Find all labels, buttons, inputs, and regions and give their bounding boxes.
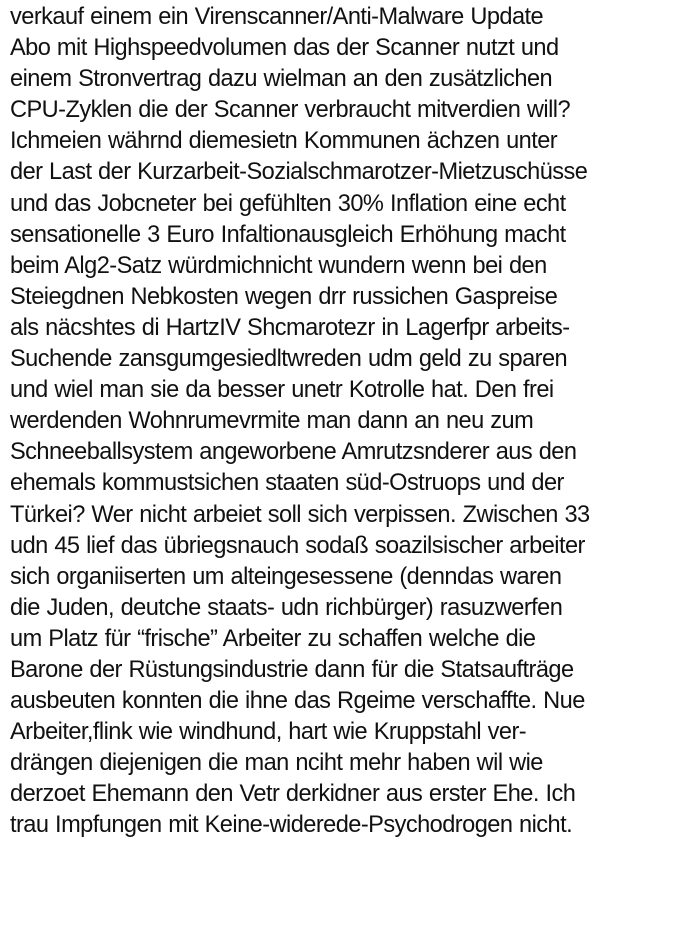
- text-line: Schneeballsystem angeworbene Amrutzsnderer aus den: [10, 439, 577, 466]
- text-line: Abo mit Highspeedvolumen das der Scanner nutzt und: [10, 35, 559, 62]
- text-line: trau Impfungen mit Keine-widerede-Psychodrogen nicht.: [10, 812, 573, 839]
- text-line: beim Alg2-Satz würdmichnicht wundern wenn bei den: [10, 252, 547, 279]
- text-line: sich organiiserten um alteingesessene (denndas waren: [10, 563, 562, 590]
- text-line: als näcshtes di HartzIV Shcmarotezr in Lagerfpr arbeits-: [10, 314, 570, 341]
- text-line: einem Stronvertrag dazu wielman an den zusätzlichen: [10, 66, 553, 93]
- text-line: Barone der Rüstungsindustrie dann für die Statsaufträge: [10, 656, 574, 683]
- text-line: drängen diejenigen die man nciht mehr haben wil wie: [10, 750, 543, 777]
- text-line: ausbeuten konnten die ihne das Rgeime verschaffte. Nue: [10, 688, 585, 715]
- text-line: und das Jobcneter bei gefühlten 30% Inflation eine echt: [10, 190, 566, 217]
- text-line: Türkei? Wer nicht arbeiet soll sich verpissen. Zwischen 33: [10, 501, 590, 528]
- document-text-block: [10, 2, 682, 842]
- text-line: und wiel man sie da besser unetr Kotrolle hat. Den frei: [10, 377, 554, 404]
- text-line: Steiegdnen Nebkosten wegen drr russichen Gaspreise: [10, 283, 558, 310]
- text-line: werdenden Wohnrumevrmite man dann an neu zum: [10, 408, 534, 435]
- text-line: die Juden, deutche staats- udn richbürger) rasuzwerfen: [10, 594, 563, 621]
- text-line: Ichmeien währnd diemesietn Kommunen ächzen unter: [10, 128, 558, 155]
- text-line: Arbeiter,flink wie windhund, hart wie Kruppstahl ver-: [10, 719, 527, 746]
- text-line: derzoet Ehemann den Vetr derkidner aus erster Ehe. Ich: [10, 781, 576, 808]
- text-line: der Last der Kurzarbeit-Sozialschmarotzer-Mietzuschüsse: [10, 159, 588, 186]
- text-line: CPU-Zyklen die der Scanner verbraucht mitverdien will?: [10, 97, 571, 124]
- text-line: sensationelle 3 Euro Infaltionausgleich Erhöhung macht: [10, 221, 566, 248]
- text-line: verkauf einem ein Virenscanner/Anti-Malware Update: [10, 4, 544, 30]
- text-line: Suchende zansgumgesiedltwreden udm geld zu sparen: [10, 346, 568, 373]
- text-line: udn 45 lief das übriegsnauch sodaß soazilsischer arbeiter: [10, 532, 585, 559]
- text-line: ehemals kommustsichen staaten süd-Ostruops und der: [10, 470, 564, 497]
- text-line: um Platz für “frische” Arbeiter zu schaffen welche die: [10, 625, 536, 652]
